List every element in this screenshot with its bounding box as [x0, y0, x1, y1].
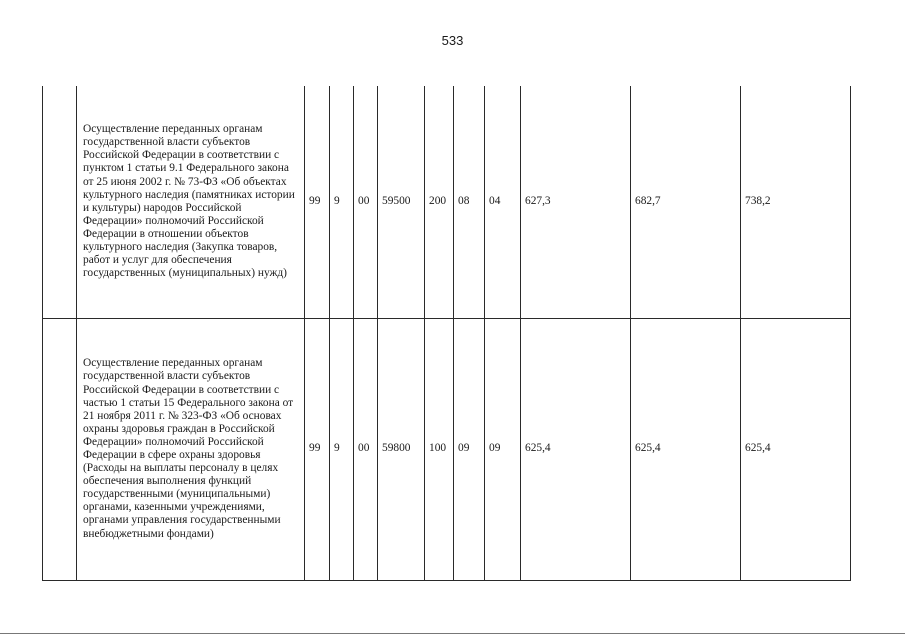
table-row: [43, 86, 851, 318]
page-bottom-rule: [0, 633, 905, 634]
code-program: 99: [305, 86, 330, 318]
code-main-event: 00: [354, 86, 378, 318]
row-description: Осуществление переданных органам государственной власти субъектов Российской Федерации в соответствии с частью 1 статьи 15 Федерального закона от 21 ноября 2011 г. № 323-ФЗ «Об основах охраны здоровья граждан в Российской Федерации» полномочий Российской Федерации в сфере охраны здоровья (Расходы на выплаты персоналу в целях обеспечения выполнения функций государственными (муниципальными) органами, казенными учреждениями, органами управления государственными внебюджетными фондами): [77, 318, 305, 580]
code-section: 09: [454, 318, 485, 580]
code-subsection: 04: [485, 86, 521, 318]
page-number: 533: [441, 33, 464, 48]
lead-cell: [43, 86, 77, 318]
code-section: 08: [454, 86, 485, 318]
code-subprogram: 9: [330, 318, 354, 580]
code-direction: 59800: [378, 318, 425, 580]
amount-year-2: 625,4: [631, 318, 741, 580]
code-expense-type: 100: [425, 318, 454, 580]
amount-year-3: 738,2: [741, 86, 851, 318]
row-description: Осуществление переданных органам государственной власти субъектов Российской Федерации в соответствии с пунктом 1 статьи 9.1 Федерального закона от 25 июня 2002 г. № 73-ФЗ «Об объектах культурного наследия (памятниках истории и культуры) народов Российской Федерации» полномочий Российской Федерации в отношении объектов культурного наследия (Закупка товаров, работ и услуг для обеспечения государственных (муниципальных) нужд): [77, 86, 305, 318]
amount-year-2: 682,7: [631, 86, 741, 318]
amount-year-3: 625,4: [741, 318, 851, 580]
code-program: 99: [305, 318, 330, 580]
code-expense-type: 200: [425, 86, 454, 318]
code-main-event: 00: [354, 318, 378, 580]
amount-year-1: 627,3: [521, 86, 631, 318]
lead-cell: [43, 318, 77, 580]
budget-table: [42, 86, 851, 581]
table-row: [43, 318, 851, 580]
amount-year-1: 625,4: [521, 318, 631, 580]
code-subsection: 09: [485, 318, 521, 580]
code-direction: 59500: [378, 86, 425, 318]
code-subprogram: 9: [330, 86, 354, 318]
